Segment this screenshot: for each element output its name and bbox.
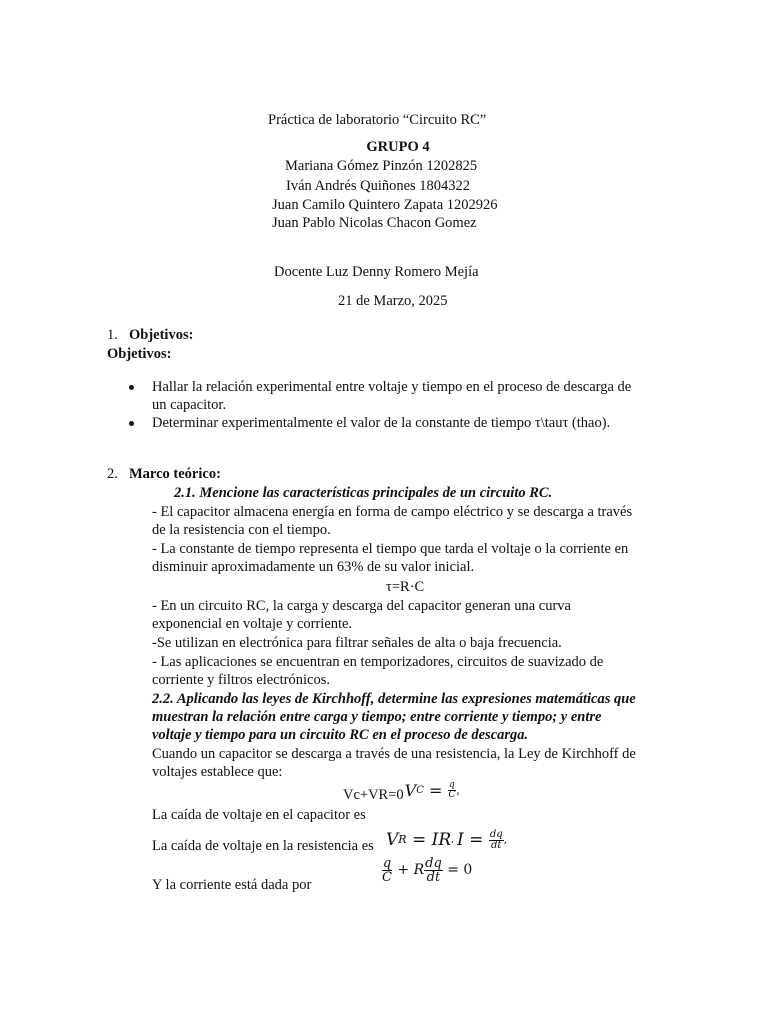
vr-rhs: = IR	[406, 830, 452, 850]
vc-label: La caída de voltaje en el capacitor es	[152, 807, 366, 823]
section2-heading: Marco teórico:	[129, 466, 221, 482]
current-symbol: I =	[457, 830, 489, 850]
section1-number: 1.	[107, 327, 118, 343]
current-denominator: dt	[491, 839, 502, 851]
subsection-2-2-title-line-2: muestran la relación entre carga y tiempo; entre corriente y tiempo; y entre	[152, 709, 602, 725]
kvl-equation	[343, 780, 460, 804]
vc-subscript: C	[416, 784, 424, 796]
objective-2-line-1: Determinar experimentalmente el valor de la constante de tiempo τ\tauτ (thao).	[152, 415, 611, 431]
vc-symbol: V	[404, 780, 417, 800]
section2-number: 2.	[107, 466, 118, 482]
vr-label: La caída de voltaje en la resistencia es	[152, 838, 374, 854]
discharge-equation	[381, 852, 472, 888]
tau-formula: τ=R·C	[386, 579, 425, 595]
ode-denominator-1: C	[382, 869, 392, 885]
current-label: Y la corriente está dada por	[152, 877, 312, 893]
ode-fraction-2	[424, 857, 443, 884]
member-3: Juan Camilo Quintero Zapata 1202926	[272, 197, 498, 213]
rc-line-2: de la resistencia con el tiempo.	[152, 522, 331, 538]
vc-fraction	[447, 781, 456, 800]
vc-numerator: q	[449, 780, 455, 790]
vc-denominator: C	[448, 790, 456, 800]
subsection-2-2-title-line-1	[152, 690, 636, 708]
subsection-2-2-number: 2.2	[152, 691, 171, 707]
ode-rhs: = 0	[442, 862, 473, 878]
subsection-2-2-title-line-3: voltaje y tiempo para un circuito RC en el proceso de descarga.	[152, 727, 529, 743]
rc-line-10: corriente y filtros electrónicos.	[152, 672, 330, 688]
vr-subscript: R	[398, 833, 407, 846]
vc-comma: ,	[456, 783, 460, 797]
bullet-dot	[129, 385, 134, 390]
rc-line-7: exponencial en voltaje y corriente.	[152, 616, 353, 632]
section1-subheading: Objetivos:	[107, 346, 172, 362]
document-title: Práctica de laboratorio “Circuito RC”	[268, 112, 487, 128]
vr-formula	[386, 827, 507, 853]
rc-line-4: disminuir aproximadamente un 63% de su valor inicial.	[152, 559, 475, 575]
current-comma: ,	[503, 833, 508, 846]
kvl-text: Vc+VR=0	[343, 787, 404, 803]
teacher-line: Docente Luz Denny Romero Mejía	[274, 264, 479, 280]
date-line: 21 de Marzo, 2025	[338, 293, 448, 309]
group-label: GRUPO 4	[366, 139, 430, 155]
subsection-2-1-title: 2.1. Mencione las características principales de un circuito RC.	[174, 485, 553, 501]
vc-equals: =	[423, 780, 448, 800]
current-fraction	[489, 830, 504, 851]
rc-line-1: - El capacitor almacena energía en forma de campo eléctrico y se descarga a través	[152, 504, 633, 520]
kirchhoff-line-1: Cuando un capacitor se descarga a través de una resistencia, la Ley de Kirchhoff de	[152, 746, 636, 762]
ode-fraction-1	[381, 857, 393, 884]
member-1: Mariana Gómez Pinzón 1202825	[285, 158, 478, 174]
objective-1-line-2: un capacitor.	[152, 397, 227, 413]
vr-symbol: V	[386, 830, 399, 850]
vc-formula	[405, 781, 460, 800]
ode-numerator-1: q	[382, 855, 392, 871]
rc-line-3: - La constante de tiempo representa el tiempo que tarda el voltaje o la corriente en	[152, 541, 629, 557]
rc-line-9: - Las aplicaciones se encuentran en temporizadores, circuitos de suavizado de	[152, 654, 604, 670]
section1-heading: Objetivos:	[129, 327, 194, 343]
ode-numerator-2: dq	[425, 855, 442, 871]
objective-1-line-1: Hallar la relación experimental entre voltaje y tiempo en el proceso de descarga de	[152, 379, 632, 395]
vr-comma: ,	[451, 835, 455, 845]
rc-line-8: -Se utilizan en electrónica para filtrar señales de alta o baja frecuencia.	[152, 635, 562, 651]
bullet-dot	[129, 421, 134, 426]
rc-line-6: - En un circuito RC, la carga y descarga del capacitor generan una curva	[152, 598, 571, 614]
ode-denominator-2: dt	[426, 869, 441, 885]
member-4: Juan Pablo Nicolas Chacon Gomez	[272, 215, 477, 231]
subsection-2-2-title-text: . Aplicando las leyes de Kirchhoff, determine las expresiones matemáticas que	[170, 691, 636, 707]
ode-plus-r: + R	[392, 862, 425, 878]
member-2: Iván Andrés Quiñones 1804322	[286, 178, 471, 194]
current-numerator: dq	[489, 828, 503, 840]
kirchhoff-line-2: voltajes establece que:	[152, 764, 283, 780]
